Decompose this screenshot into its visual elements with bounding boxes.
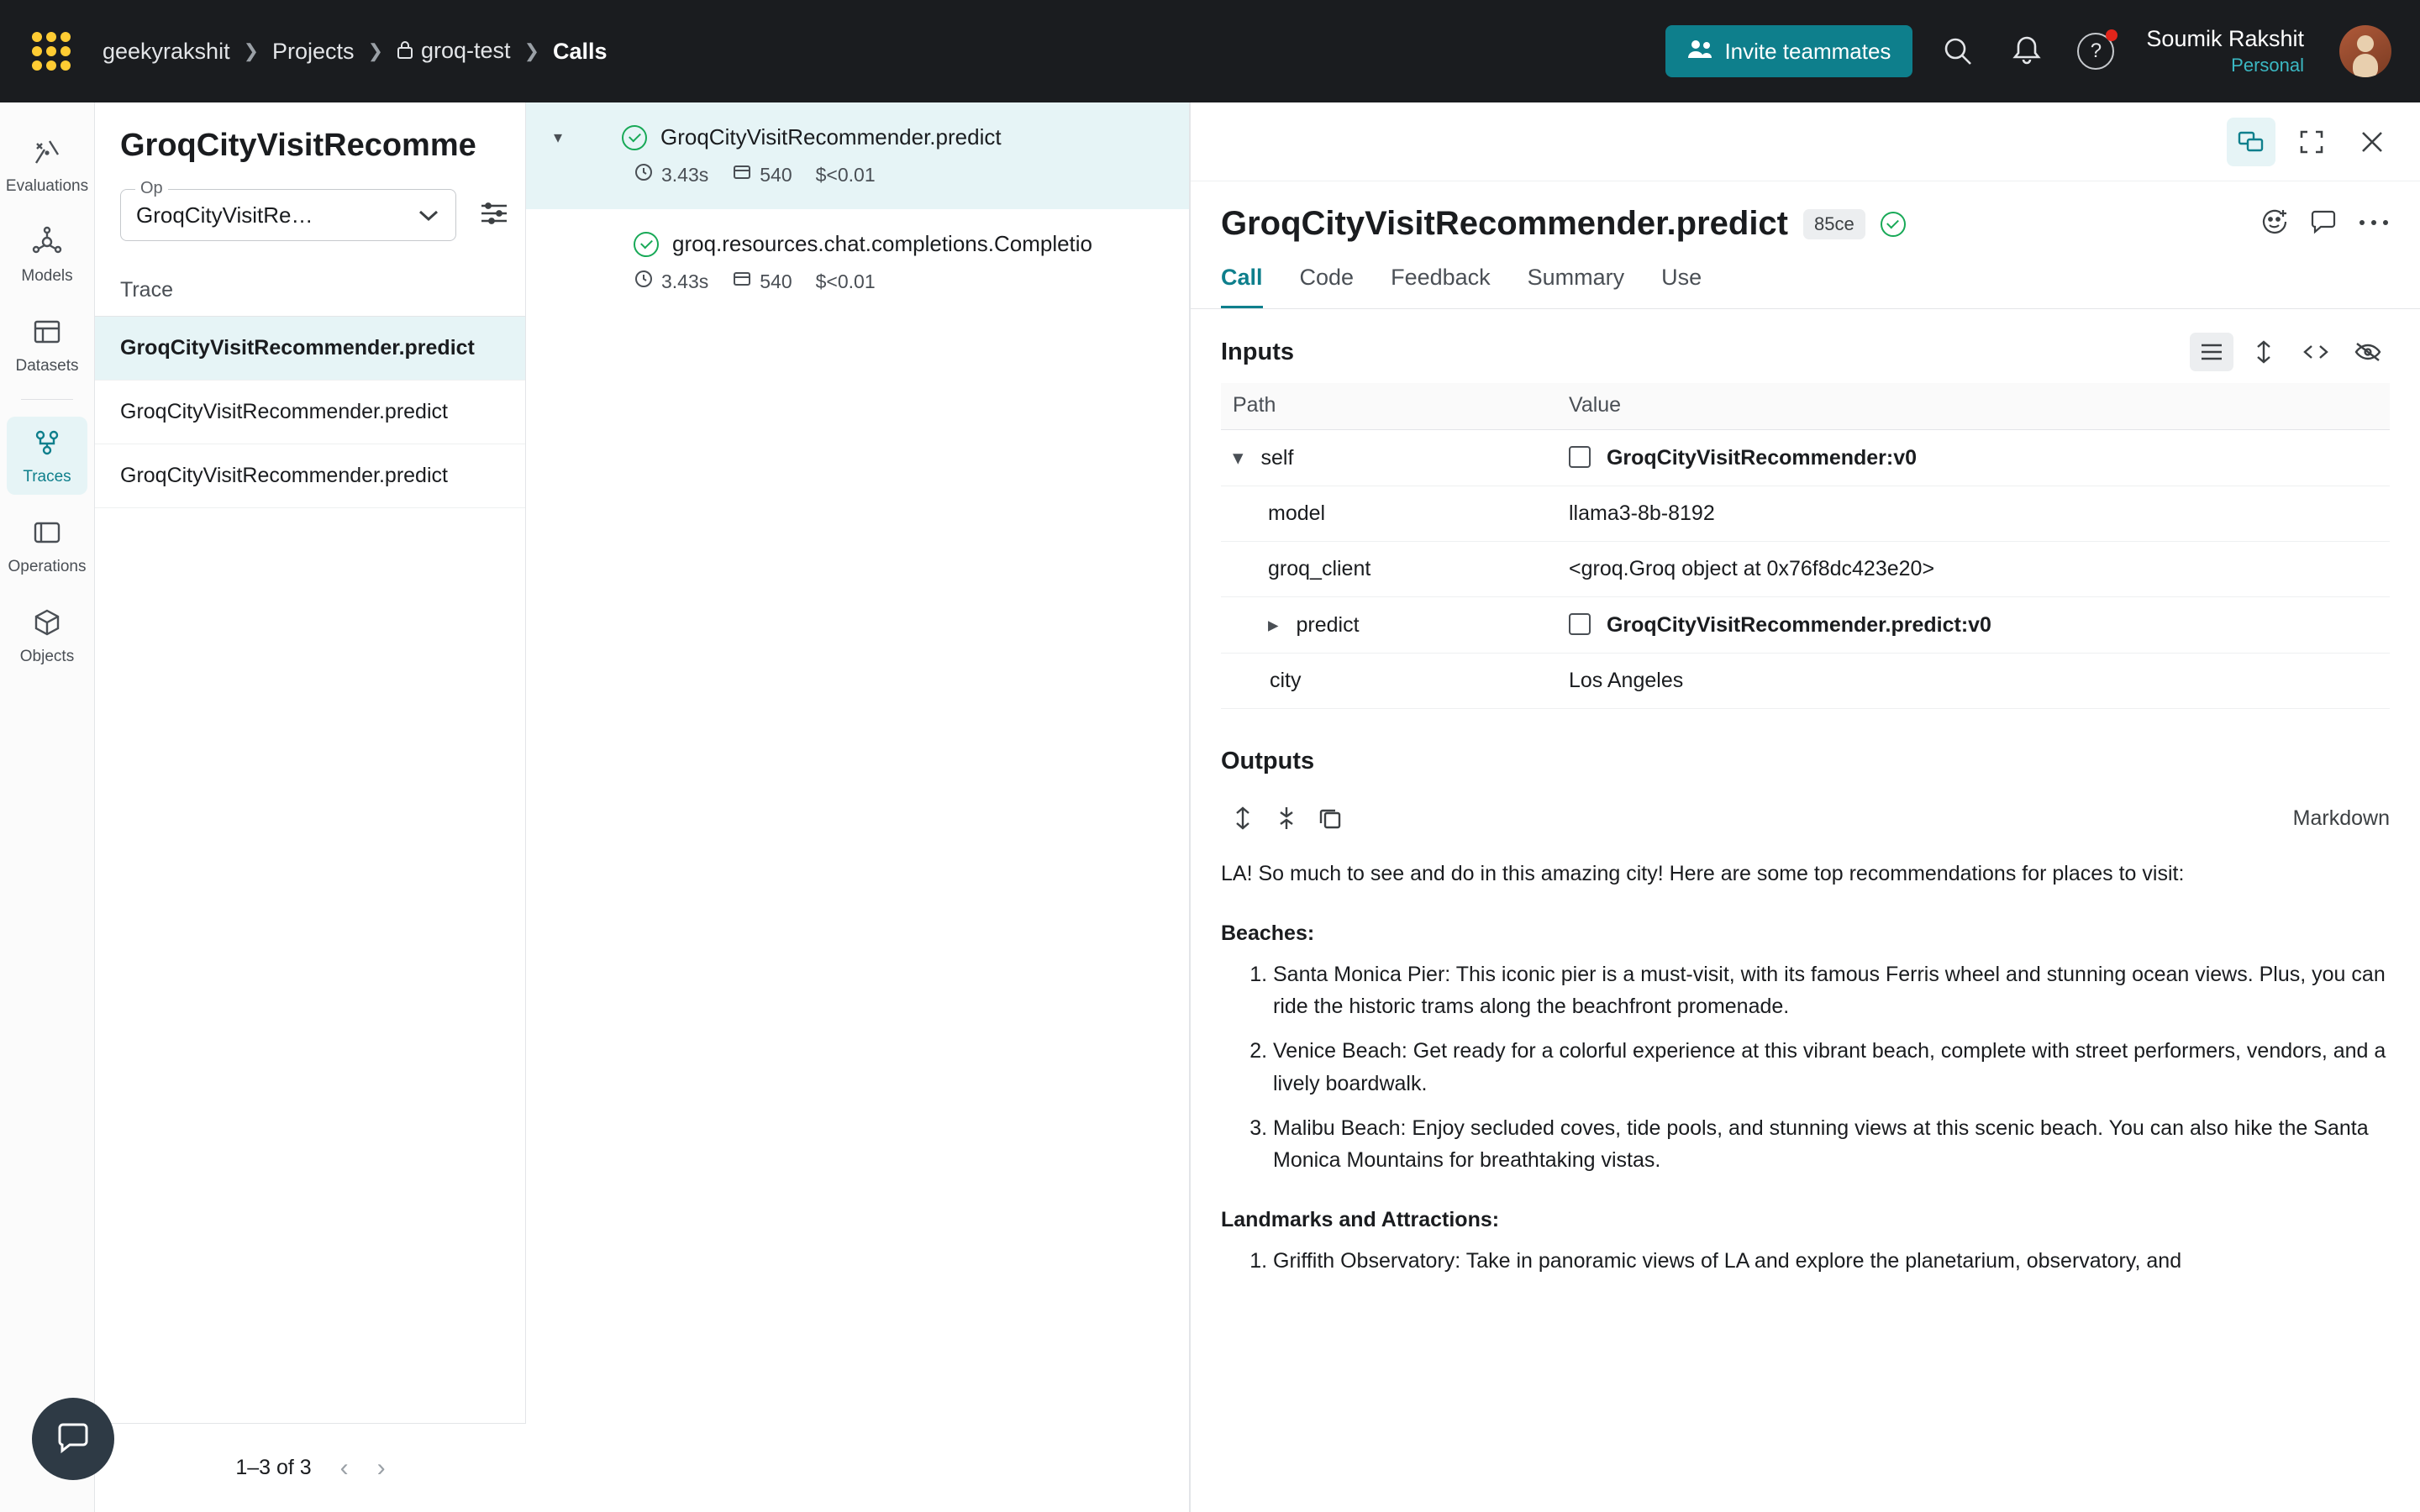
op-filter [120, 179, 456, 241]
list-item: 2. Venice Beach: Get ready for a colorful experience at this vibrant beach, complete with street performers, vendors, and a lively boardwalk. [1273, 1035, 2390, 1100]
pagination-label: 1–3 of 3 [235, 1456, 312, 1479]
tokens-icon [732, 269, 752, 294]
tab-use[interactable]: Use [1661, 265, 1702, 290]
op-field-label: Op [135, 179, 168, 198]
cell-path [1221, 654, 1557, 709]
duration-value: 3.43s [661, 163, 709, 186]
chat-icon [53, 1417, 93, 1462]
detail-window-controls [1191, 102, 2420, 181]
cell-path [1221, 486, 1557, 542]
inputs-tools [2190, 333, 2390, 371]
split-view-icon[interactable] [2227, 118, 2275, 166]
sidebar-item-label: Objects [19, 648, 75, 665]
top-bar [0, 0, 2420, 102]
list-view-icon[interactable] [2190, 333, 2233, 371]
cell-path [1221, 542, 1557, 597]
detail-tabs [1191, 243, 2420, 309]
copy-icon[interactable] [1308, 799, 1352, 837]
comment-icon[interactable] [2309, 207, 2338, 240]
collapse-all-icon[interactable] [1265, 799, 1308, 837]
cost-value: $<0.01 [815, 163, 876, 186]
call-id-chip[interactable]: 85ce [1803, 209, 1865, 239]
breadcrumb-project-label: groq-test [421, 37, 511, 63]
path-label: model [1268, 501, 1326, 525]
path-label: predict [1296, 613, 1360, 637]
table-row[interactable] [1221, 654, 2390, 709]
table-row[interactable] [1221, 486, 2390, 542]
user-scope: Personal [2231, 55, 2304, 76]
tab-code[interactable]: Code [1299, 265, 1355, 290]
outputs-section-header [1191, 709, 2420, 787]
cell-value: <groq.Groq object at 0x76f8dc423e20> [1557, 542, 2390, 597]
avatar[interactable] [2339, 25, 2391, 77]
operations-icon [31, 517, 63, 553]
chevron-down-icon[interactable]: ▾ [1233, 446, 1244, 470]
breadcrumb-separator-icon: ❯ [243, 40, 260, 61]
detail-header-actions [2260, 207, 2390, 240]
pagination-next-icon[interactable]: › [376, 1453, 386, 1482]
breadcrumb-separator-icon: ❯ [523, 40, 539, 61]
path-label: self [1260, 446, 1294, 470]
notification-dot [2106, 29, 2118, 41]
datasets-icon [31, 316, 63, 352]
breadcrumb-separator-icon: ❯ [367, 40, 383, 61]
invite-teammates-label: Invite teammates [1724, 38, 1891, 64]
cell-value: Los Angeles [1557, 654, 2390, 709]
output-section-heading: Beaches: [1221, 921, 1315, 945]
close-icon[interactable] [2348, 118, 2396, 166]
cell-value: llama3-8b-8192 [1557, 486, 2390, 542]
people-icon [1687, 38, 1712, 66]
user-name: Soumik Rakshit [2146, 26, 2304, 52]
search-icon[interactable] [1934, 28, 1981, 75]
help-icon[interactable] [2072, 28, 2119, 75]
value-label[interactable]: GroqCityVisitRecommender.predict:v0 [1606, 612, 1991, 637]
cell-path [1221, 430, 1557, 486]
help-ring: ? [2077, 33, 2114, 70]
inputs-title: Inputs [1221, 338, 1294, 365]
value-label[interactable]: GroqCityVisitRecommender:v0 [1606, 445, 1918, 470]
clock-icon [634, 269, 654, 294]
more-options-icon[interactable] [2358, 217, 2390, 232]
table-row[interactable] [1221, 597, 2390, 654]
trace-column-header: Trace [95, 278, 525, 317]
trace-row-label: GroqCityVisitRecommender.predict [120, 400, 448, 423]
sidebar-item-label: Models [21, 267, 73, 285]
tokens-value: 540 [760, 270, 792, 292]
trace-row-label: GroqCityVisitRecommender.predict [120, 336, 475, 360]
code-view-icon[interactable] [2294, 333, 2338, 371]
column-settings-icon[interactable] [478, 199, 510, 232]
list-item: 1. Santa Monica Pier: This iconic pier is a must-visit, with its famous Ferris wheel and stunning ocean views. Plus, you can ride the historic trams along the beachfront promenade. [1273, 958, 2390, 1024]
list-item: 3. Malibu Beach: Enjoy secluded coves, tide pools, and stunning views at this scenic beach. You can also hike the Santa Monica Mountains for breathtaking vistas. [1273, 1112, 2390, 1178]
object-icon [1569, 613, 1591, 635]
tree-node-header [546, 124, 1189, 150]
op-select-value: GroqCityVisitRe… [136, 202, 313, 228]
list-item: 1. Griffith Observatory: Take in panoramic views of LA and explore the planetarium, observatory, and [1273, 1245, 2390, 1278]
column-header-value: Value [1557, 383, 2390, 430]
sidebar-item-label: Traces [23, 468, 71, 486]
trace-row-label: GroqCityVisitRecommender.predict [120, 464, 448, 487]
trace-tree-panel [526, 102, 1190, 1512]
sidebar-item-evaluations[interactable] [7, 126, 87, 204]
outputs-markdown [1191, 858, 2420, 1278]
outputs-title: Outputs [1221, 748, 1315, 774]
breadcrumb-item-calls: Calls [553, 38, 608, 64]
sidebar-item-traces[interactable] [7, 417, 87, 495]
status-success-icon [622, 125, 647, 150]
sidebar-item-label: Evaluations [5, 177, 89, 195]
expand-collapse-icon[interactable] [2242, 333, 2286, 371]
output-intro: LA! So much to see and do in this amazing city! Here are some top recommendations for places to visit: [1221, 862, 2185, 885]
page-title: GroqCityVisitRecomme [120, 128, 476, 163]
column-header-path: Path [1221, 383, 1557, 430]
tree-node-meta [546, 162, 1189, 187]
duration-value: 3.43s [661, 270, 709, 292]
path-label: groq_client [1268, 557, 1371, 580]
cost-value: $<0.01 [815, 270, 876, 292]
duration-meta [634, 162, 708, 187]
tokens-value: 540 [760, 163, 792, 186]
logo-icon [32, 32, 71, 71]
add-reaction-icon[interactable] [2260, 207, 2289, 240]
tree-node-root[interactable] [526, 102, 1189, 209]
breadcrumb [103, 38, 608, 66]
op-select[interactable] [120, 189, 456, 241]
clock-icon [634, 162, 654, 187]
output-format-label: Markdown [2292, 806, 2390, 830]
app-logo[interactable] [0, 0, 103, 102]
output-list [1221, 1245, 2390, 1278]
objects-icon [31, 606, 63, 643]
invite-teammates-button[interactable] [1665, 25, 1912, 77]
breadcrumb-item-projects[interactable]: Projects [272, 38, 355, 64]
list-item[interactable] [95, 317, 525, 381]
bell-icon[interactable] [2003, 28, 2050, 75]
sidebar-item-models[interactable] [7, 216, 87, 294]
table-row[interactable] [1221, 430, 2390, 486]
detail-title: GroqCityVisitRecommender.predict [1221, 205, 1788, 242]
tab-summary[interactable]: Summary [1527, 265, 1625, 290]
chevron-down-icon [417, 202, 440, 228]
hide-icon[interactable] [2346, 333, 2390, 371]
detail-header [1191, 181, 2420, 243]
tree-node-header [634, 231, 1189, 257]
tab-feedback[interactable]: Feedback [1391, 265, 1491, 290]
path-label: city [1270, 669, 1302, 692]
support-chat-button[interactable] [32, 1398, 114, 1480]
sidebar-item-datasets[interactable] [7, 306, 87, 384]
tab-call[interactable]: Call [1221, 265, 1263, 308]
table-row[interactable] [1221, 542, 2390, 597]
duration-meta [634, 269, 708, 294]
traces-icon [31, 427, 63, 463]
cell-value [1557, 430, 2390, 486]
pagination-prev-icon[interactable]: ‹ [339, 1453, 349, 1482]
top-bar-actions [1665, 25, 2420, 77]
table-header-row [1221, 383, 2390, 430]
list-item[interactable] [95, 444, 525, 508]
breadcrumb-item-project[interactable] [397, 38, 511, 66]
user-menu[interactable] [2146, 25, 2304, 76]
output-section-heading: Landmarks and Attractions: [1221, 1208, 1500, 1231]
list-item[interactable] [95, 381, 525, 444]
sidebar-item-objects[interactable] [7, 596, 87, 675]
chevron-down-icon[interactable]: ▾ [553, 129, 563, 147]
sidebar-item-label: Datasets [15, 357, 79, 375]
tree-node-meta [634, 269, 1189, 294]
cell-path [1221, 597, 1557, 654]
inputs-section-header [1191, 309, 2420, 383]
expand-all-icon[interactable] [1221, 799, 1265, 837]
breadcrumb-item-entity[interactable]: geekyrakshit [103, 38, 230, 64]
evaluations-icon [31, 136, 63, 172]
calls-list-panel [95, 102, 526, 1512]
tree-node-child[interactable] [526, 209, 1189, 316]
status-success-icon [634, 232, 659, 257]
status-success-icon [1881, 212, 1906, 237]
call-detail-panel [1190, 102, 2420, 1512]
output-list [1221, 958, 2390, 1178]
tokens-meta [732, 269, 792, 294]
cell-value [1557, 597, 2390, 654]
tree-node-label: GroqCityVisitRecommender.predict [660, 124, 1002, 150]
chevron-right-icon[interactable]: ▸ [1268, 613, 1279, 637]
object-icon [1569, 446, 1591, 468]
tokens-meta [732, 162, 792, 187]
pagination [95, 1423, 526, 1512]
models-icon [31, 226, 63, 262]
tokens-icon [732, 162, 752, 187]
left-nav-rail [0, 102, 95, 1512]
sidebar-item-operations[interactable] [7, 507, 87, 585]
sidebar-item-label: Operations [8, 558, 87, 575]
outputs-toolbar [1191, 787, 2420, 844]
tree-node-label: groq.resources.chat.completions.Completio [672, 231, 1093, 256]
rail-divider [21, 399, 73, 400]
lock-icon [397, 39, 413, 66]
fullscreen-icon[interactable] [2287, 118, 2336, 166]
inputs-table [1221, 383, 2390, 709]
